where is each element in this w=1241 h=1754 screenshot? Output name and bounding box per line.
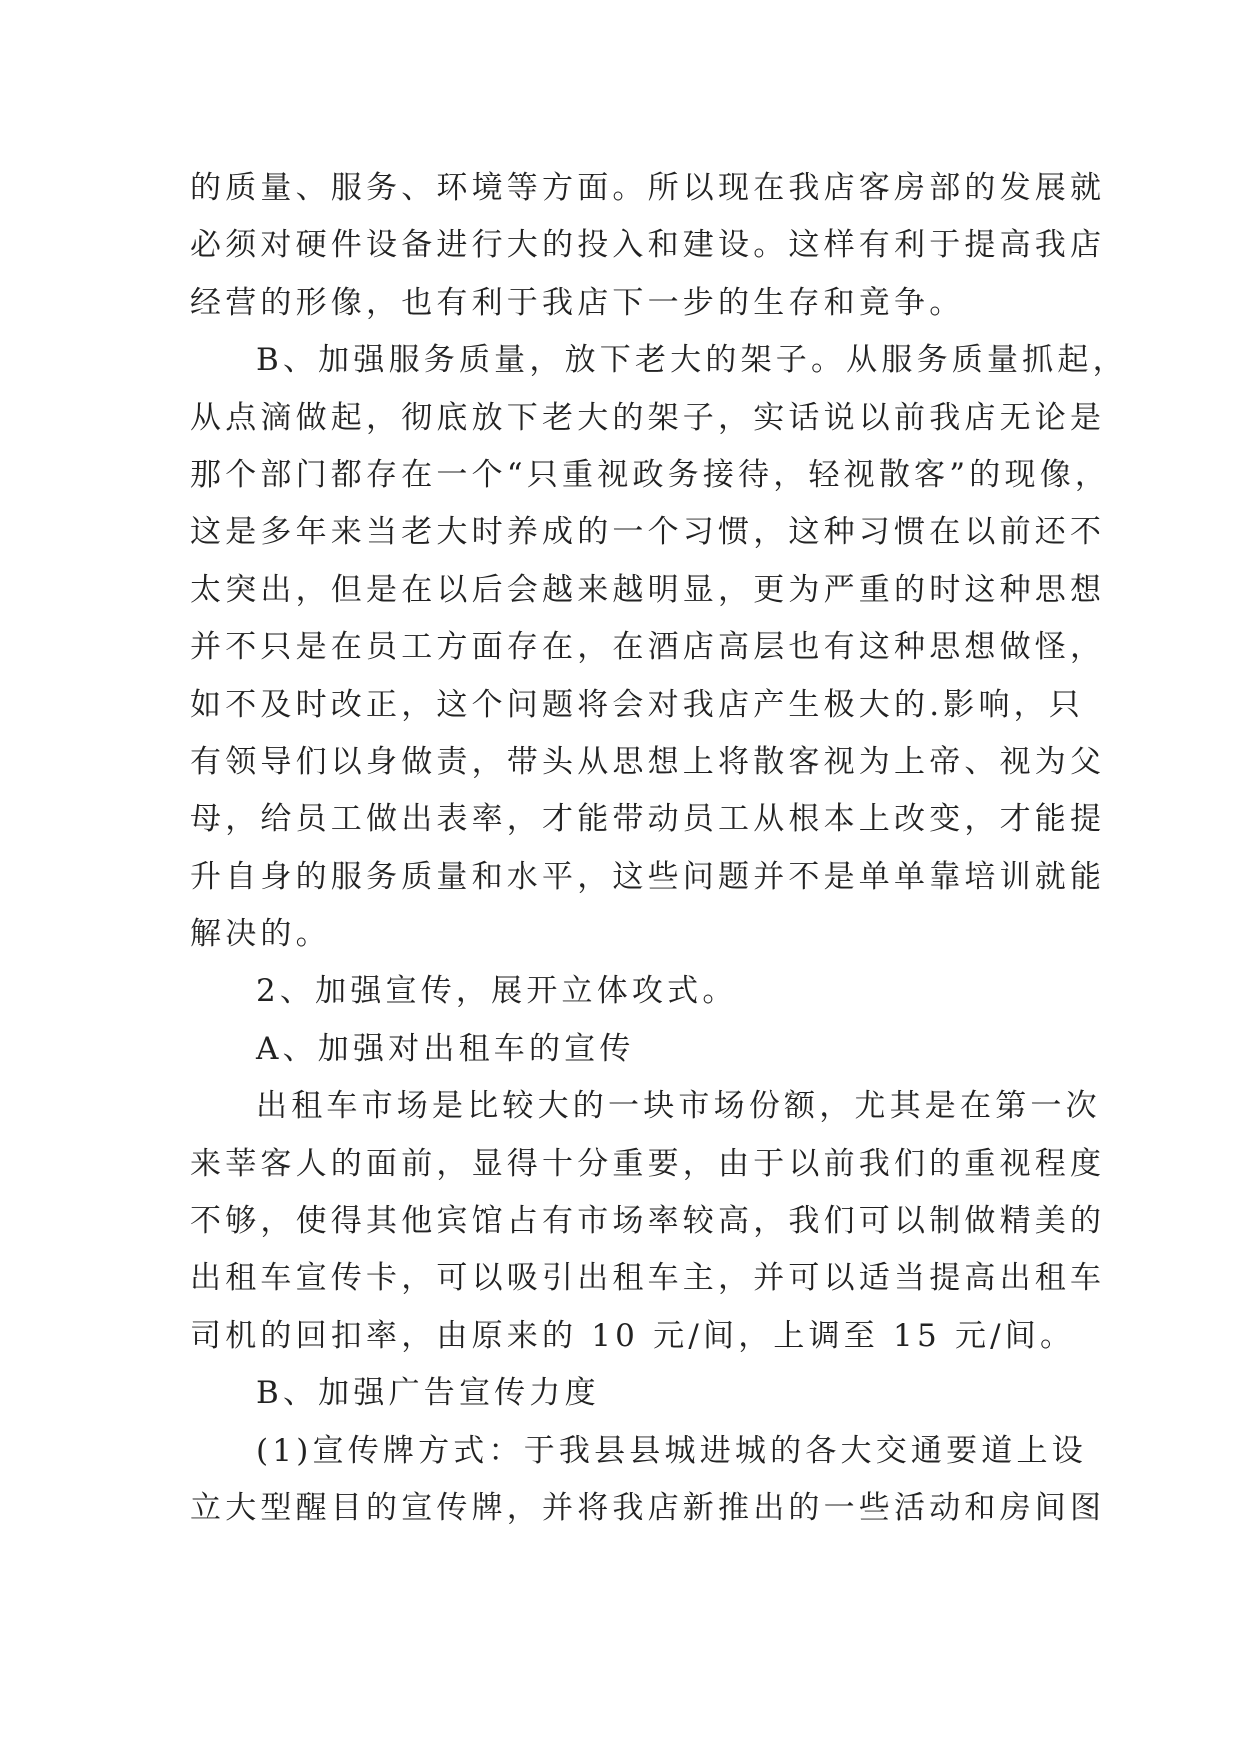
text-line: 解决的。: [190, 916, 331, 953]
text-line: B、加强广告宣传力度: [256, 1375, 600, 1412]
text-line: 升自身的服务质量和水平，这些问题并不是单单靠培训就能: [190, 858, 1106, 895]
text-line: 那个部门都存在一个“只重视政务接待，轻视散客”的现像，: [190, 456, 1111, 493]
text-line: 从点滴做起，彻底放下老大的架子，实话说以前我店无论是: [190, 399, 1106, 436]
text-line: 母，给员工做出表率，才能带动员工从根本上改变，才能提: [190, 801, 1106, 838]
text-line: 有领导们以身做责，带头从思想上将散客视为上帝、视为父: [190, 743, 1106, 780]
text-line: 如不及时改正，这个问题将会对我店产生极大的.影响，只: [190, 686, 1085, 723]
text-line: 必须对硬件设备进行大的投入和建设。这样有利于提高我店: [190, 227, 1106, 264]
text-line: 并不只是在员工方面存在，在酒店高层也有这种思想做怪，: [190, 629, 1106, 666]
text-line: 的质量、服务、环境等方面。所以现在我店客房部的发展就: [190, 170, 1106, 206]
text-line: 立大型醒目的宣传牌，并将我店新推出的一些活动和房间图: [190, 1489, 1106, 1526]
text-line: 经营的形像，也有利于我店下一步的生存和竟争。: [190, 284, 965, 321]
text-line: 出租车宣传卡，可以吸引出租车主，并可以适当提高出租车: [190, 1260, 1106, 1297]
text-line: (1)宣传牌方式：于我县县城进城的各大交通要道上设: [256, 1432, 1087, 1469]
body-text: [190, 160, 1128, 1537]
text-line: A、加强对出租车的宣传: [256, 1030, 635, 1067]
text-line: 出租车市场是比较大的一块市场份额，尤其是在第一次: [256, 1088, 1101, 1125]
text-line: B、加强服务质量，放下老大的架子。从服务质量抓起，: [256, 342, 1128, 379]
text-line: 2、加强宣传，展开立体攻式。: [256, 973, 738, 1010]
text-line: 不够，使得其他宾馆占有市场率较高，我们可以制做精美的: [190, 1203, 1106, 1240]
text-line: 这是多年来当老大时养成的一个习惯，这种习惯在以前还不: [190, 514, 1106, 551]
text-line: 来莘客人的面前，显得十分重要，由于以前我们的重视程度: [190, 1145, 1106, 1182]
text-line: 太突出，但是在以后会越来越明显，更为严重的时这种思想: [190, 571, 1106, 608]
text-line: 司机的回扣率，由原来的 10 元/间，上调至 15 元/间。: [190, 1317, 1076, 1354]
